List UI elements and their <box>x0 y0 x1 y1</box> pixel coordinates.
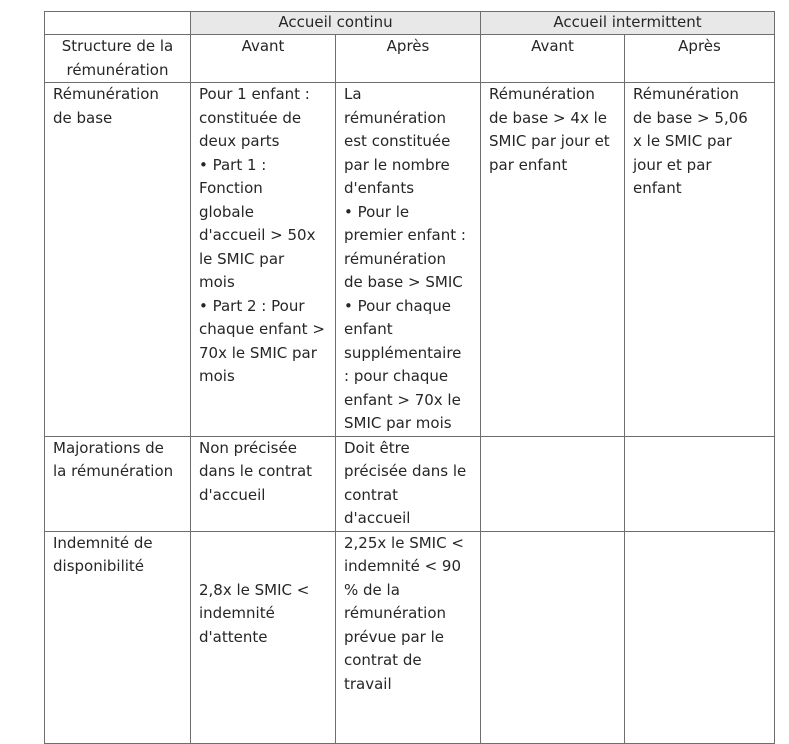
cell-intermittent-apres <box>625 83 775 437</box>
cell-text-line: dans le contrat <box>199 462 313 480</box>
cell-text-line: deux parts <box>199 132 280 150</box>
cell-text-line: Non précisée <box>199 438 297 457</box>
cell-text-line: rémunération <box>344 604 447 622</box>
cell-text-line: jour et par <box>633 155 712 174</box>
table-row <box>45 531 775 743</box>
cell-text-line: globale <box>199 202 254 221</box>
cell-text-line: 70x le SMIC par <box>199 343 317 362</box>
cell-text-line: par le nombre <box>344 155 450 174</box>
cell-text-line: travail <box>344 674 392 693</box>
cell-text-line: % de la <box>344 580 400 599</box>
cell-text-line: le SMIC par <box>199 249 285 268</box>
group-header-accueil-continu: Accueil continu <box>191 12 481 35</box>
group-header-accueil-intermittent: Accueil intermittent <box>481 12 775 35</box>
cell-text-line: constituée de <box>199 108 302 127</box>
cell-text-line: la rémunération <box>53 462 174 480</box>
cell-text-line: disponibilité <box>53 557 145 575</box>
cell-text-line: de base > 4x le <box>489 108 607 127</box>
cell-text-line: chaque enfant > <box>199 320 325 338</box>
cell-text-line: • Pour chaque <box>344 296 451 315</box>
cell-intermittent-apres <box>625 531 775 743</box>
cell-text-line: de base > 5,06 <box>633 108 748 127</box>
cell-text-line: 2,25x le SMIC < <box>344 533 464 552</box>
cell-text-line: x le SMIC par <box>633 132 732 150</box>
cell-text-line: Doit être <box>344 438 410 457</box>
column-header-structure-line: rémunération <box>66 60 169 79</box>
cell-text-line: SMIC par mois <box>344 414 452 432</box>
cell-intermittent-avant <box>481 531 625 743</box>
empty-corner-cell <box>45 12 191 35</box>
cell-continu-avant <box>191 83 336 437</box>
cell-text-line: d'accueil <box>199 485 266 504</box>
cell-text-line: rémunération <box>344 108 447 127</box>
cell-text-line: d'enfants <box>344 179 415 197</box>
cell-text-line: 2,8x le SMIC < <box>199 580 310 599</box>
column-header-structure-line: Structure de la <box>61 37 174 55</box>
column-header-intermittent-avant: Avant <box>481 35 625 83</box>
cell-text-line: Majorations de <box>53 438 164 457</box>
cell-text-line: rémunération <box>344 249 447 268</box>
column-header-intermittent-apres: Après <box>625 35 775 83</box>
cell-continu-avant <box>191 436 336 531</box>
cell-text-line: enfant <box>344 320 393 338</box>
cell-text-line: contrat de <box>344 651 422 669</box>
column-header-continu-apres: Après <box>336 35 481 83</box>
cell-text-line: : pour chaque <box>344 367 449 385</box>
group-header-row <box>45 12 775 35</box>
cell-text-line: indemnité < 90 <box>344 557 462 575</box>
cell-text-line: mois <box>199 273 235 291</box>
cell-text-line: • Part 1 : <box>199 155 267 174</box>
cell-text-line: • Part 2 : Pour <box>199 296 305 315</box>
cell-text-line: de base <box>53 108 113 127</box>
cell-text-line: d'accueil <box>344 509 411 527</box>
column-header-structure <box>45 35 191 83</box>
cell-text-line: premier enfant : <box>344 226 466 244</box>
cell-text-line: supplémentaire <box>344 343 462 362</box>
table-row <box>45 83 775 437</box>
cell-text-line: prévue par le <box>344 627 445 646</box>
table-row <box>45 436 775 531</box>
cell-continu-apres <box>336 531 481 743</box>
row-label-majorations <box>45 436 191 531</box>
cell-continu-apres <box>336 83 481 437</box>
cell-text-line: de base > SMIC <box>344 273 463 291</box>
cell-text-line: • Pour le <box>344 202 410 221</box>
cell-text-line: enfant > 70x le <box>344 390 461 409</box>
row-label-indemnite-de-disponibilite <box>45 531 191 743</box>
cell-text-line: d'accueil > 50x <box>199 226 316 244</box>
cell-text-line: enfant <box>633 179 682 197</box>
cell-text-line: Indemnité de <box>53 533 153 552</box>
cell-intermittent-avant <box>481 83 625 437</box>
cell-text-line: La <box>344 85 362 103</box>
cell-intermittent-apres <box>625 436 775 531</box>
cell-text-line: d'attente <box>199 627 268 646</box>
cell-continu-avant <box>191 531 336 743</box>
column-header-row <box>45 35 775 83</box>
column-header-continu-avant: Avant <box>191 35 336 83</box>
cell-intermittent-avant <box>481 436 625 531</box>
cell-text-line: Rémunération <box>633 85 739 103</box>
cell-text-line: contrat <box>344 485 399 504</box>
cell-text-line: est constituée <box>344 132 451 150</box>
row-label-remuneration-de-base <box>45 83 191 437</box>
cell-continu-apres <box>336 436 481 531</box>
cell-text-line: SMIC par jour et <box>489 132 610 150</box>
cell-text-line: Rémunération <box>489 85 595 103</box>
cell-text-line: Pour 1 enfant : <box>199 85 310 103</box>
cell-text-line: Fonction <box>199 179 263 197</box>
cell-text-line: mois <box>199 367 235 385</box>
cell-text-line: par enfant <box>489 155 568 174</box>
cell-text-line: indemnité <box>199 604 275 622</box>
remuneration-comparison-table <box>44 11 775 744</box>
cell-text-line: Rémunération <box>53 85 159 103</box>
cell-text-line: précisée dans le <box>344 462 467 480</box>
